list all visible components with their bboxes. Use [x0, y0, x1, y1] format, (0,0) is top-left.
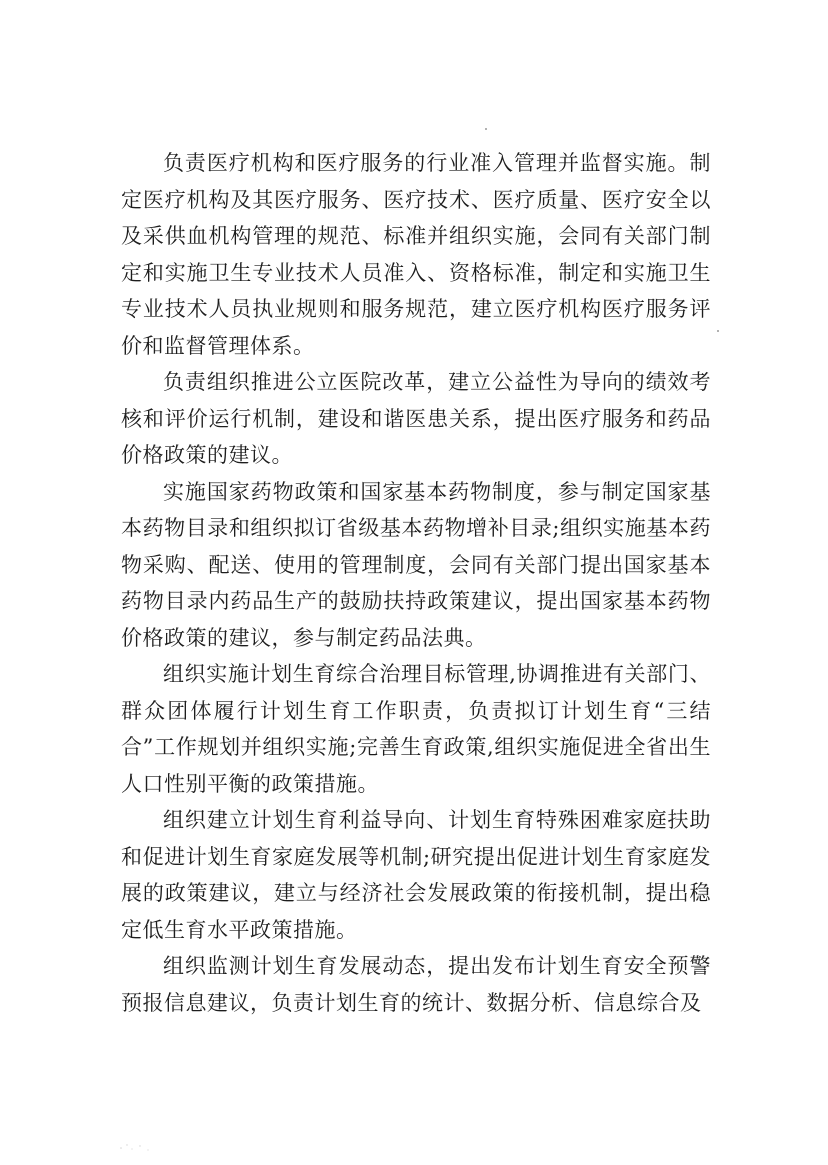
scan-noise-marks [118, 1140, 158, 1154]
paragraph-national-drug-policy: 实施国家药物政策和国家基本药物制度，参与制定国家基本药物目录和组织拟订省级基本药物增补目录;组织实施基本药物采购、配送、使用的管理制度，会同有关部门提出国家基本药物目录内药品生产的鼓励扶持政策建议，提出国家基本药物价格政策的建议，参与制定药品法典。 [121, 479, 711, 650]
scan-speck [717, 330, 719, 332]
scan-speck [485, 128, 487, 130]
paragraph-family-planning-incentives: 组织建立计划生育利益导向、计划生育特殊困难家庭扶助和促进计划生育家庭发展等机制;研究提出促进计划生育家庭发展的政策建议，建立与经济社会发展政策的衔接机制，提出稳定低生育水平政策措施。 [121, 808, 711, 942]
paragraph-medical-institution-access: 负责医疗机构和医疗服务的行业准入管理并监督实施。制定医疗机构及其医疗服务、医疗技术、医疗质量、医疗安全以及采供血机构管理的规范、标准并组织实施，会同有关部门制定和实施卫生专业技术人员准入、资格标准，制定和实施卫生专业技术人员执业规则和服务规范，建立医疗机构医疗服务评价和监督管理体系。 [121, 151, 711, 358]
document-body [121, 145, 711, 1021]
paragraph-family-planning-monitoring: 组织监测计划生育发展动态，提出发布计划生育安全预警预报信息建议，负责计划生育的统计、数据分析、信息综合及 [121, 954, 711, 1015]
paragraph-public-hospital-reform: 负责组织推进公立医院改革，建立公益性为导向的绩效考核和评价运行机制，建设和谐医患关系，提出医疗服务和药品价格政策的建议。 [121, 370, 711, 467]
paragraph-family-planning-management: 组织实施计划生育综合治理目标管理,协调推进有关部门、群众团体履行计划生育工作职责，负责拟订计划生育“三结合”工作规划并组织实施;完善生育政策,组织实施促进全省出生人口性别平衡的政策措施。 [121, 662, 711, 796]
